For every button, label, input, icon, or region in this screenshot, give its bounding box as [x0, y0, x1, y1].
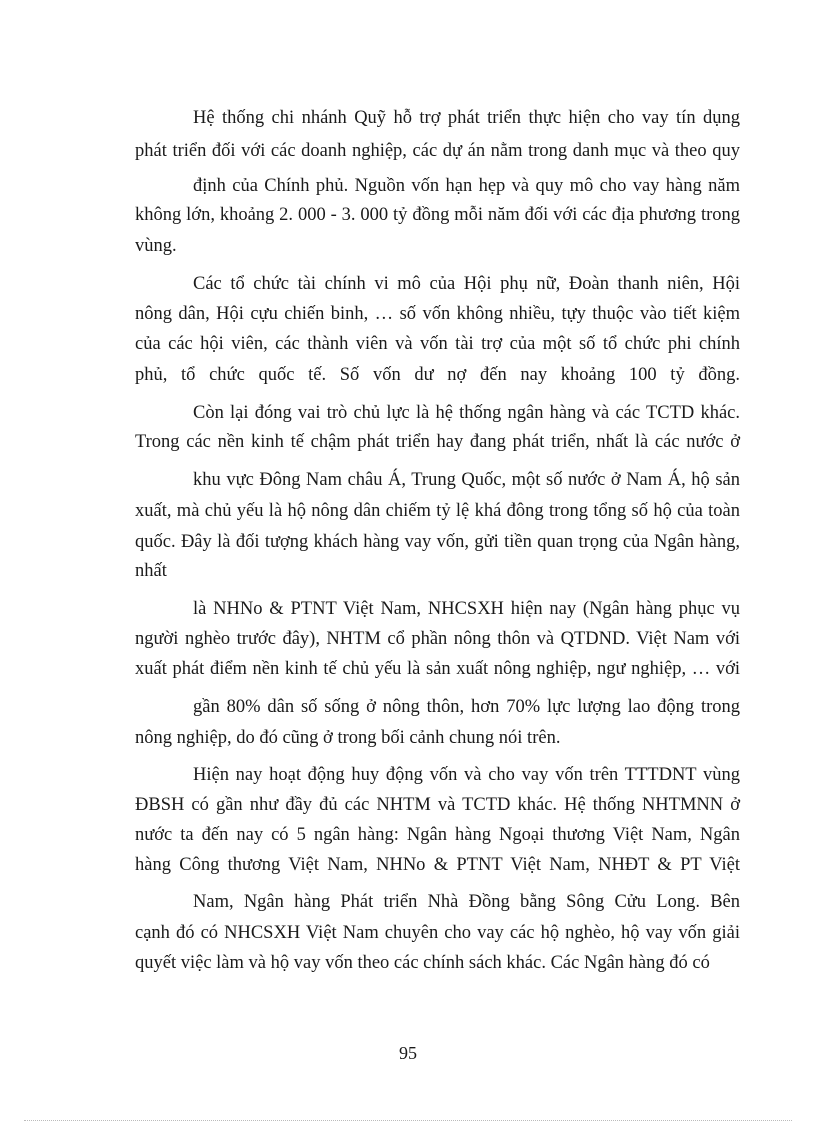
text-line: định của Chính phủ. Nguồn vốn hạn hẹp và quy mô cho vay hàng năm: [193, 176, 740, 196]
text-line: người nghèo trước đây), NHTM cổ phần nông thôn và QTDND. Việt Nam với: [135, 629, 740, 649]
text-line: Còn lại đóng vai trò chủ lực là hệ thống ngân hàng và các TCTD khác.: [193, 403, 740, 423]
text-line: nông nghiệp, do đó cũng ở trong bối cảnh chung nói trên.: [135, 728, 561, 748]
text-line: nước ta đến nay có 5 ngân hàng: Ngân hàng Ngoại thương Việt Nam, Ngân: [135, 825, 740, 845]
text-line: cạnh đó có NHCSXH Việt Nam chuyên cho vay các hộ nghèo, hộ vay vốn giải: [135, 923, 740, 943]
text-line: gần 80% dân số sống ở nông thôn, hơn 70% lực lượng lao động trong: [193, 697, 740, 717]
text-line: phát triển đối với các doanh nghiệp, các dự án nằm trong danh mục và theo quy: [135, 141, 740, 161]
text-line: Nam, Ngân hàng Phát triển Nhà Đồng bằng Sông Cửu Long. Bên: [193, 892, 740, 912]
text-line: quyết việc làm và hộ vay vốn theo các chính sách khác. Các Ngân hàng đó có: [135, 953, 710, 973]
text-line: nhất: [135, 561, 167, 581]
text-line: phủ, tổ chức quốc tế. Số vốn dư nợ đến nay khoảng 100 tỷ đồng.: [135, 365, 740, 385]
text-line: Các tổ chức tài chính vi mô của Hội phụ nữ, Đoàn thanh niên, Hội: [193, 274, 740, 294]
page-bottom-rule: [24, 1120, 792, 1121]
text-line: là NHNo & PTNT Việt Nam, NHCSXH hiện nay (Ngân hàng phục vụ: [193, 599, 740, 619]
text-line: ĐBSH có gần như đầy đủ các NHTM và TCTD khác. Hệ thống NHTMNN ở: [135, 795, 740, 815]
text-line: nông dân, Hội cựu chiến binh, … số vốn không nhiều, tựy thuộc vào tiết kiệm: [135, 304, 740, 324]
text-line: quốc. Đây là đối tượng khách hàng vay vốn, gửi tiền quan trọng của Ngân hàng,: [135, 532, 740, 552]
text-line: Hiện nay hoạt động huy động vốn và cho vay vốn trên TTTDNT vùng: [193, 765, 740, 785]
text-line: xuất phát điểm nền kinh tế chủ yếu là sản xuất nông nghiệp, ngư nghiệp, … với: [135, 659, 740, 679]
text-line: khu vực Đông Nam châu Á, Trung Quốc, một số nước ở Nam Á, hộ sản: [193, 470, 740, 490]
text-line: Hệ thống chi nhánh Quỹ hỗ trợ phát triển thực hiện cho vay tín dụng: [193, 108, 740, 128]
text-line: không lớn, khoảng 2. 000 - 3. 000 tỷ đồng mỗi năm đối với các địa phương trong: [135, 205, 740, 225]
text-line: hàng Công thương Việt Nam, NHNo & PTNT Việt Nam, NHĐT & PT Việt: [135, 855, 740, 875]
text-line: vùng.: [135, 236, 177, 256]
text-line: Trong các nền kinh tế chậm phát triển hay đang phát triển, nhất là các nước ở: [135, 432, 740, 452]
page-number: 95: [399, 1043, 417, 1063]
text-line: của các hội viên, các thành viên và vốn tài trợ của một số tổ chức phi chính: [135, 334, 740, 354]
text-line: xuất, mà chủ yếu là hộ nông dân chiếm tỷ lệ khá đông trong tổng số hộ của toàn: [135, 501, 740, 521]
